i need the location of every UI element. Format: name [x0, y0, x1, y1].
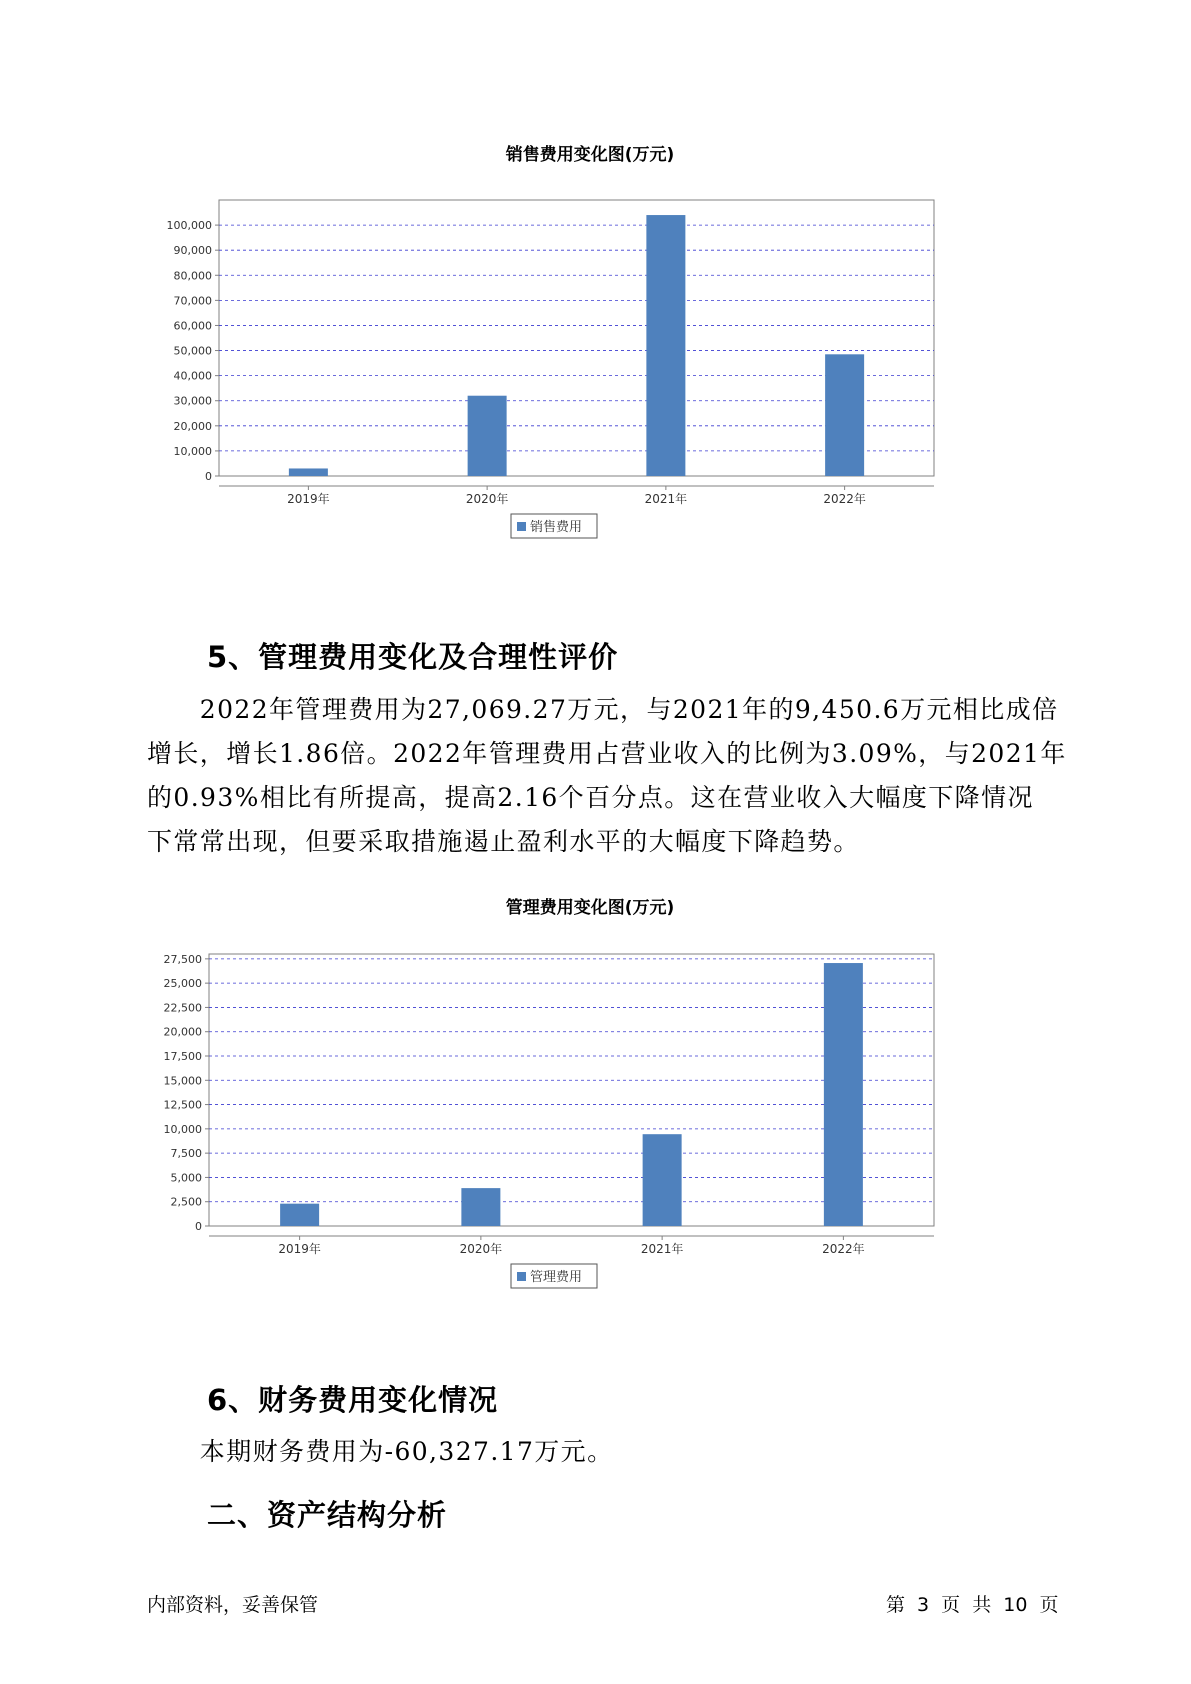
legend-swatch: [517, 1272, 526, 1281]
y-tick-label: 20,000: [163, 1025, 202, 1039]
y-tick-label: 7,500: [170, 1147, 202, 1161]
y-tick-label: 30,000: [173, 394, 212, 408]
section-5-heading: 5、管理费用变化及合理性评价: [207, 640, 619, 674]
x-tick-label: 2022年: [823, 492, 866, 506]
section-5-paragraph: [147, 688, 1067, 864]
y-tick-label: 80,000: [173, 269, 212, 283]
y-tick-label: 10,000: [163, 1122, 202, 1136]
bar: [825, 354, 864, 476]
paragraph-line: 本期财务费用为-60,327.17万元。: [147, 1437, 614, 1466]
footer-confidential-note: 内部资料，妥善保管: [147, 1594, 319, 1616]
section-two-heading: 二、资产结构分析: [207, 1498, 448, 1532]
management-expense-chart: [140, 893, 1040, 1285]
sales-expense-chart: [140, 140, 1040, 535]
x-tick-label: 2019年: [278, 1242, 321, 1256]
management-expense-chart-svg: [140, 923, 1040, 1333]
y-tick-label: 70,000: [173, 294, 212, 308]
x-tick-label: 2021年: [640, 1242, 684, 1256]
y-tick-label: 20,000: [173, 419, 212, 433]
x-tick-label: 2020年: [465, 492, 509, 506]
y-tick-label: 60,000: [173, 319, 212, 333]
y-tick-label: 50,000: [173, 344, 212, 358]
x-tick-label: 2019年: [287, 492, 330, 506]
y-tick-label: 0: [205, 470, 212, 483]
y-tick-label: 12,500: [163, 1098, 202, 1112]
chart-title: 销售费用变化图(万元): [505, 145, 675, 165]
x-tick-label: 2020年: [459, 1242, 503, 1256]
bar: [824, 963, 863, 1226]
paragraph-line: 的0.93%相比有所提高，提高2.16个百分点。这在营业收入大幅度下降情况: [147, 783, 1034, 812]
x-tick-label: 2022年: [822, 1242, 865, 1256]
paragraph-line: 下常常出现，但要采取措施遏止盈利水平的大幅度下降趋势。: [147, 827, 860, 856]
section-6-heading: 6、财务费用变化情况: [207, 1383, 499, 1417]
bar: [280, 1204, 319, 1226]
footer-page-number: 第 3 页 共 10 页: [886, 1594, 1059, 1616]
legend-label: 销售费用: [530, 520, 583, 535]
paragraph-line: 2022年管理费用为27,069.27万元，与2021年的9,450.6万元相比成倍: [147, 695, 1059, 724]
y-tick-label: 100,000: [166, 219, 212, 233]
y-tick-label: 22,500: [163, 1001, 202, 1015]
bar: [468, 396, 507, 476]
y-tick-label: 15,000: [163, 1074, 202, 1088]
y-tick-label: 25,000: [163, 977, 202, 991]
sales-expense-chart-svg: [140, 170, 1040, 580]
y-tick-label: 5,000: [170, 1171, 202, 1185]
legend-label: 管理费用: [530, 1270, 583, 1285]
paragraph-line: 增长，增长1.86倍。2022年管理费用占营业收入的比例为3.09%，与2021年: [147, 739, 1067, 768]
section-6-paragraph: [147, 1430, 1047, 1474]
y-tick-label: 27,500: [163, 952, 202, 966]
bar: [646, 215, 685, 476]
legend-swatch: [517, 522, 526, 531]
y-tick-label: 2,500: [170, 1195, 202, 1209]
y-tick-label: 17,500: [163, 1050, 202, 1063]
x-tick-label: 2021年: [644, 492, 688, 506]
bar: [289, 468, 328, 476]
y-tick-label: 0: [195, 1220, 202, 1233]
y-tick-label: 90,000: [173, 244, 212, 258]
y-tick-label: 40,000: [173, 369, 212, 383]
bar: [461, 1188, 500, 1226]
y-tick-label: 10,000: [173, 444, 212, 458]
chart-title: 管理费用变化图(万元): [505, 898, 675, 918]
bar: [643, 1134, 682, 1226]
